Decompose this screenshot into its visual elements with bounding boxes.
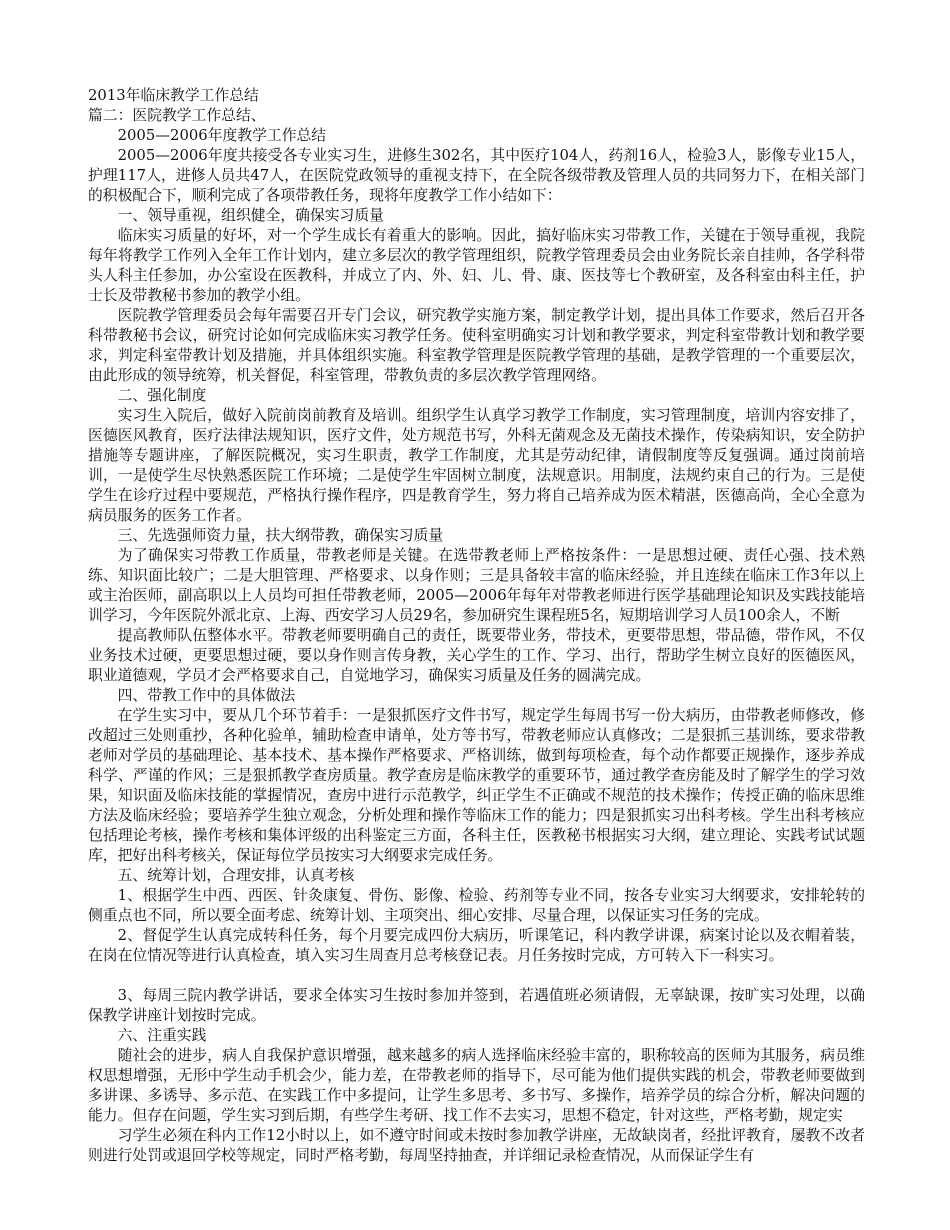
- paragraph-1a: 临床实习质量的好坏，对一个学生成长有着重大的影响。因此，搞好临床实习带教工作，关键在于领导重视，我院每年将教学工作列入全年工作计划内，建立多层次的教学管理组织，院教学管理委员会由业务院长亲自挂帅，各学科带头人科主任参加，办公室设在医教科，并成立了内、外、妇、儿、骨、康、医技等七个教研室，及各科室由科主任，护士长及带教秘书参加的教学小组。: [88, 227, 865, 304]
- paragraph-6: 随社会的进步，病人自我保护意识增强，越来越多的病人选择临床经验丰富的，职称较高的医师为其服务，病员维权思想增强，无形中学生动手机会少，能力差，在带教老师的指导下，尽可能为他们提供实践的机会，带教老师要做到多讲课、多诱导、多示范、在实践工作中多提问，让学生多思考、多书写、多操作，培养学员的综合分析，解决问题的能力。但存在问题，学生实习到后期，有些学生考研、找工作不去实习，思想不稳定，针对这些，严格考勤，规定实: [88, 1047, 865, 1124]
- blank-line: [88, 966, 865, 986]
- paragraph-1b: 医院教学管理委员会每年需要召开专门会议，研究教学实施方案，制定教学计划，提出具体工作要求，然后召开各科带教秘书会议，研究讨论如何完成临床实习教学任务。使科室明确实习计划和教学要求，判定科室带教计划和教学要求，判定科室带教计划及措施，并具体组织实施。科室教学管理是医院教学管理的基础，是教学管理的一个重要层次，由此形成的领导统筹，机关督促，科室管理，带教负责的多层次教学管理网络。: [88, 307, 865, 384]
- paragraph-5-item-1: 1、根据学生中西、西医、针灸康复、骨伤、影像、检验、药剂等专业不同，按各专业实习大纲要求，安排轮转的侧重点也不同，所以要全面考虑、统筹计划、主项突出、细心安排、尽量合理，以保证实习任务的完成。: [88, 887, 865, 924]
- section-label: 篇二：医院教学工作总结、: [88, 107, 266, 124]
- document-title: 2013年临床教学工作总结: [88, 87, 259, 104]
- heading-6: 六、注重实践: [117, 1027, 207, 1044]
- heading-3: 三、先选强师资力量，扶大纲带教，确保实习质量: [117, 527, 444, 544]
- heading-1: 一、领导重视，组织健全，确保实习质量: [117, 207, 384, 224]
- paragraph-5-item-3: 3、每周三院内教学讲话，要求全体实习生按时参加并签到，若遇值班必须请假，无辜缺课，按旷实习处理，以确保教学讲座计划按时完成。: [88, 987, 865, 1024]
- paragraph-5-item-2: 2、督促学生认真完成转科任务，每个月要完成四份大病历，听课笔记，科内教学讲课，病案讨论以及衣帽着装，在岗在位情况等进行认真检查，填入实习生周查月总考核登记表。月任务按时完成，方可转入下一科实习。: [88, 927, 865, 964]
- paragraph-3b: 提高教师队伍整体水平。带教老师要明确自己的责任，既要带业务，带技术，更要带思想，带品德，带作风，不仅业务技术过硬，更要思想过硬，要以身作则言传身教，关心学生的工作、学习、出行，帮助学生树立良好的医德医风，职业道德观，学员才会严格要求自己，自觉地学习，确保实习质量及任务的圆满完成。: [88, 627, 865, 684]
- document-page: [88, 86, 865, 1166]
- heading-2: 二、强化制度: [117, 387, 207, 404]
- heading-5: 五、统筹计划，合理安排，认真考核: [117, 867, 355, 884]
- document-subtitle: 2005—2006年度教学工作总结: [117, 127, 327, 144]
- intro-paragraph: 2005—2006年度共接受各专业实习生，进修生302名，其中医疗104人，药剂16人，检验3人，影像专业15人，护理117人，进修人员共47人，在医院党政领导的重视支持下，在全院各级带教及管理人员的共同努力下，在相关部门的积极配合下，顺利完成了各项带教任务，现将年度教学工作小结如下：: [88, 147, 865, 204]
- paragraph-7: 习学生必须在科内工作12小时以上，如不遵守时间或未按时参加教学讲座，无故缺岗者，经批评教育，屡教不改者则进行处罚或退回学校等规定，同时严格考勤，每周坚持抽查，并详细记录检查情况，从而保证学生有: [88, 1127, 865, 1164]
- paragraph-3a: 为了确保实习带教工作质量，带教老师是关键。在选带教老师上严格按条件：一是思想过硬、责任心强、技术熟练、知识面比较广；二是大胆管理、严格要求、以身作则；三是具备较丰富的临床经验，并且连续在临床工作3年以上或主治医师，副高职以上人员均可担任带教老师，2005—2006年每年对带教老师进行医学基础理论知识及实践技能培训学习，今年医院外派北京、上海、西安学习人员29名，参加研究生课程班5名，短期培训学习人员100余人，不断: [88, 547, 865, 624]
- paragraph-4: 在学生实习中，要从几个环节着手：一是狠抓医疗文件书写，规定学生每周书写一份大病历，由带教老师修改，修改超过三处则重抄，各种化验单，辅助检查申请单，处方等书写，带教老师应认真修改；二是狠抓三基训练，要求带教老师对学员的基础理论、基本技术、基本操作严格要求、严格训练，做到每项检查，每个动作都要正规操作，逐步养成科学、严谨的作风；三是狠抓教学查房质量。教学查房是临床教学的重要环节，通过教学查房能及时了解学生的学习效果，知识面及临床技能的掌握情况，查房中进行示范教学，纠正学生不正确或不规范的技术操作；传授正确的临床思维方法及临床经验；要培养学生独立观念，分析处理和操作等临床工作的能力；四是狠抓实习出科考核。学生出科考核应包括理论考核，操作考核和集体评级的出科鉴定三方面，各科主任，医教秘书根据实习大纲，建立理论、实践考试试题库，把好出科考核关，保证每位学员按实习大纲要求完成任务。: [88, 707, 865, 864]
- paragraph-2: 实习生入院后，做好入院前岗前教育及培训。组织学生认真学习教学工作制度，实习管理制度，培训内容安排了，医德医风教育，医疗法律法规知识，医疗文件，处方规范书写，外科无菌观念及无菌技术操作，传染病知识，安全防护措施等专题讲座，了解医院概况，实习生职责，教学工作制度，尤其是劳动纪律，请假制度等反复强调。通过岗前培训，一是使学生尽快熟悉医院工作环境；二是使学生牢固树立制度，法规意识。用制度，法规约束自己的行为。三是使学生在诊疗过程中要规范，严格执行操作程序，四是教育学生，努力将自己培养成为医术精湛，医德高尚，全心全意为病员服务的医务工作者。: [88, 407, 865, 524]
- heading-4: 四、带教工作中的具体做法: [117, 687, 296, 704]
